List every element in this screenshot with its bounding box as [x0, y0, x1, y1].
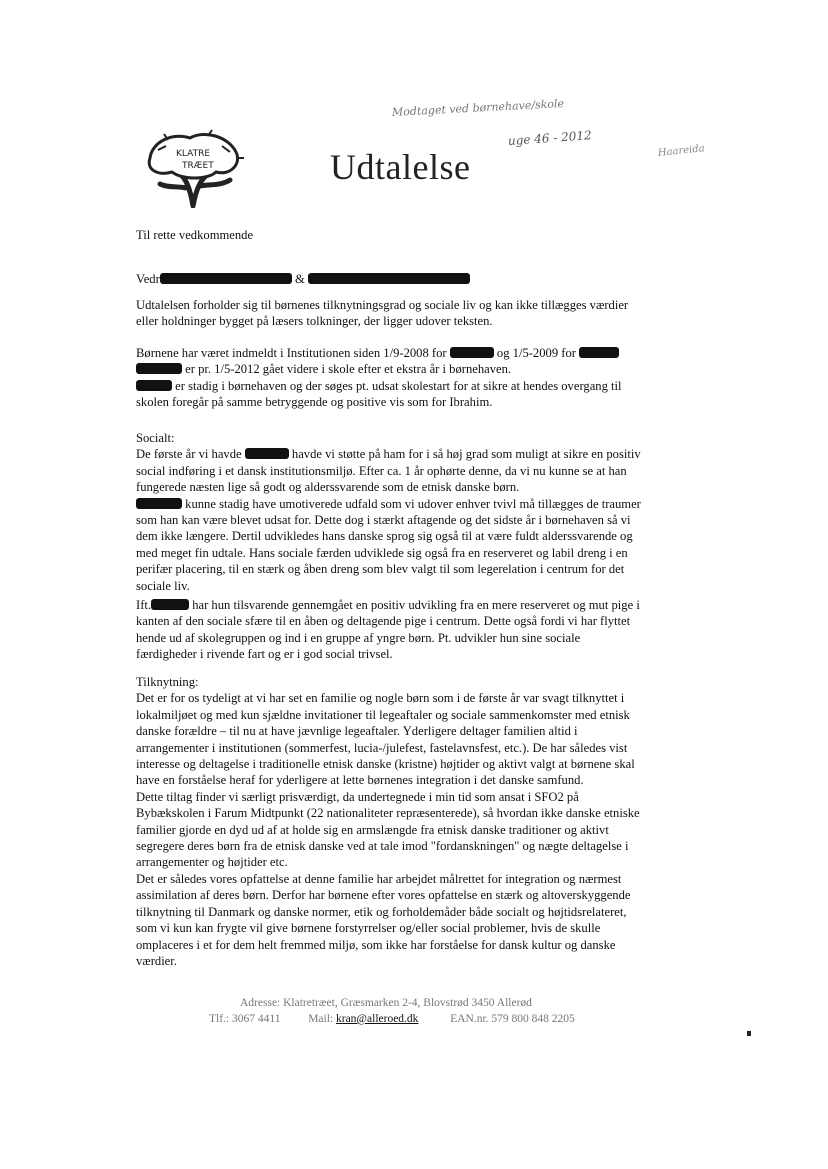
text-fragment: havde vi støtte på ham for i så høj grad som muligt at sikre en positiv	[291, 447, 641, 462]
text-line: arrangementer og højtider etc.	[136, 855, 288, 870]
redacted-name	[579, 347, 619, 358]
text-line: lokalmiljøet og med kun sjældne invitationer til legeaftaler og sociale sammenkomster med etnisk	[136, 707, 630, 722]
girl-paragraph	[136, 597, 688, 663]
text-line: Det er for os tydeligt at vi har set en familie og nogle børn som i de første år var svagt tilknyttet i	[136, 691, 625, 706]
text-fragment: er stadig i børnehaven og der søges pt. udsat skolestart for at sikre at hendes overgang til	[175, 378, 622, 393]
text-line: skolen foregår på samme betryggende og positive vis som for Ibrahim.	[136, 395, 493, 410]
re-line	[136, 271, 470, 287]
text-line: Bybækskolen i Farum Midtpunkt (22 nationaliteter repræsenterede), så hvordan ikke danske etniske	[136, 806, 640, 821]
text-line: med meget fin udtale. Hans sociale færden udviklede sig også fra en reserveret og labil dreng i en	[136, 545, 628, 560]
text-line: fungerede næsten lige så godt og alderssvarende som de etnisk danske børn.	[136, 480, 520, 495]
redacted-name	[136, 363, 182, 374]
re-ampersand: &	[294, 272, 305, 286]
redacted-name	[136, 498, 182, 509]
text-line: Det er således vores opfattelse at denne familie har arbejdet målrettet for integration og nærmest	[136, 871, 622, 886]
text-line: arrangementer i institutionen (sommerfest, lucia-/julefest, fastelavnsfest, etc.). De har således vist	[136, 740, 628, 755]
handwritten-date: uge 46 - 2012	[507, 128, 593, 148]
text-line: kanten af den sociale sfære til en åben og deltagende pige i centrum. Dette også fordi vi har flyttet	[136, 614, 631, 629]
text-fragment: har hun tilsvarende gennemgået en positiv udvikling fra en mere reserveret og mut pige i	[192, 598, 640, 612]
enrollment-paragraph	[136, 345, 688, 411]
svg-text:TRÆET: TRÆET	[182, 161, 214, 171]
intro-paragraph	[136, 297, 688, 330]
text-fragment: kunne stadig have umotiverede udfald som vi udover enhver tvivl må tillægges de traumer	[185, 496, 641, 511]
text-line: værdier.	[136, 953, 177, 968]
text-line: færdigheder i rivende fart og er i god social trivsel.	[136, 647, 393, 662]
social-paragraph	[136, 430, 688, 594]
text-line: assimilation af deres børn. Derfor har børnene efter vores opfattelse en stærk og altoverskyggende	[136, 888, 631, 903]
text-fragment: Ift.	[136, 598, 152, 612]
redacted-name	[450, 347, 494, 358]
re-label: Vedr	[136, 272, 160, 286]
logo-text: KLATRE	[176, 149, 211, 159]
text-line	[136, 345, 688, 361]
text-line: dem ikke længere. Dertil udvikledes hans danske sprog sig også til at være fuldt alderssvarende og	[136, 529, 633, 544]
footer-mail-label: Mail:	[308, 1013, 334, 1025]
text-line: Dette tiltag finder vi særligt prisværdigt, da undertegnede i min tid som ansat i SFO2 på	[136, 789, 579, 804]
footer-mail-link[interactable]: kran@alleroed.dk	[336, 1013, 419, 1025]
text-line: eller holdninger bygget på læsers tolkninger, der ligger udover teksten.	[136, 314, 493, 329]
redacted-name	[160, 273, 292, 284]
text-line: segregere deres børn fra de etnisk danske ved at tale imod "fordanskningen" og nægte deltagelse i	[136, 839, 629, 854]
text-line	[136, 378, 688, 394]
handwritten-initials: Haareida	[657, 143, 706, 159]
footer-ean: EAN.nr. 579 800 848 2205	[450, 1013, 575, 1025]
text-line	[136, 446, 688, 462]
handwritten-note: Modtaget ved børnehave/skole	[391, 96, 565, 119]
text-line: danske forældre – til nu at have jævnlige legeaftaler. Yderligere deltager familien altid i	[136, 724, 578, 739]
redacted-name	[308, 273, 470, 284]
text-line	[136, 361, 688, 377]
text-line: interesse og deltagelse i traditionelle etnisk danske (kristne) højtider og aktivt valgt at børnene skal	[136, 757, 635, 772]
text-line: have en forståelse heraf for yderligere at lette børnenes integration i det danske samfund.	[136, 773, 584, 788]
text-line: omplaceres i et for dem helt fremmed miljø, som ikke har forståelse for dansk kultur og danske	[136, 937, 616, 952]
text-fragment: er pr. 1/5-2012 gået videre i skole efter et ekstra år i børnehaven.	[185, 362, 512, 377]
redacted-name	[151, 599, 189, 610]
document-title: Udtalelse	[330, 147, 471, 187]
footer-contact	[209, 1013, 575, 1025]
text-line: familier gjorde en dyd ud af at holde sig en armslængde fra etnisk danske traditioner og aktivt	[136, 822, 609, 837]
section-heading: Socialt:	[136, 431, 175, 445]
klatretraeet-logo	[138, 128, 248, 208]
scan-speck	[747, 1031, 751, 1036]
footer-address: Adresse: Klatretræet, Græsmarken 2-4, Blovstrød 3450 Allerød	[240, 997, 532, 1009]
text-line: sociale liv.	[136, 578, 190, 593]
text-fragment: De første år vi havde	[136, 447, 242, 462]
text-line: som han kan være blevet udsat for. Dette dog i stærkt aftagende og det sidste år i børnehaven så vi	[136, 513, 631, 528]
attachment-paragraph	[136, 674, 688, 969]
redacted-name	[136, 380, 172, 391]
text-fragment: Børnene har været indmeldt i Institutionen siden 1/9-2008 for	[136, 346, 447, 360]
text-line	[136, 597, 688, 613]
redacted-name	[245, 448, 289, 459]
text-line	[136, 496, 688, 512]
footer-phone: Tlf.: 3067 4411	[209, 1013, 281, 1025]
text-line: tilknytning til Danmark og danske normer, etik og forholdemåder både socialt og højtidsrelateret,	[136, 904, 627, 919]
addressee: Til rette vedkommende	[136, 228, 254, 242]
text-line: perifær placering, til en stærk og åben dreng som blev valgt til som legerelation i centrum for det	[136, 562, 625, 577]
text-line: som vi kun kan frygte vil give børnene forstyrrelser og/eller social problemer, hvis de skulle	[136, 921, 601, 936]
text-line: Udtalelsen forholder sig til børnenes tilknytningsgrad og sociale liv og kan ikke tillægges værdier	[136, 298, 629, 312]
text-line: social indføring i et dansk institutionsmiljø. Efter ca. 1 år ophørte denne, da vi nu kunne se at han	[136, 463, 627, 478]
section-heading: Tilknytning:	[136, 675, 199, 689]
text-fragment: og 1/5-2009 for	[496, 346, 576, 360]
text-line: hende ud af skolegruppen og ind i en gruppe af yngre børn. Pt. udvikler hun sine sociale	[136, 630, 581, 645]
